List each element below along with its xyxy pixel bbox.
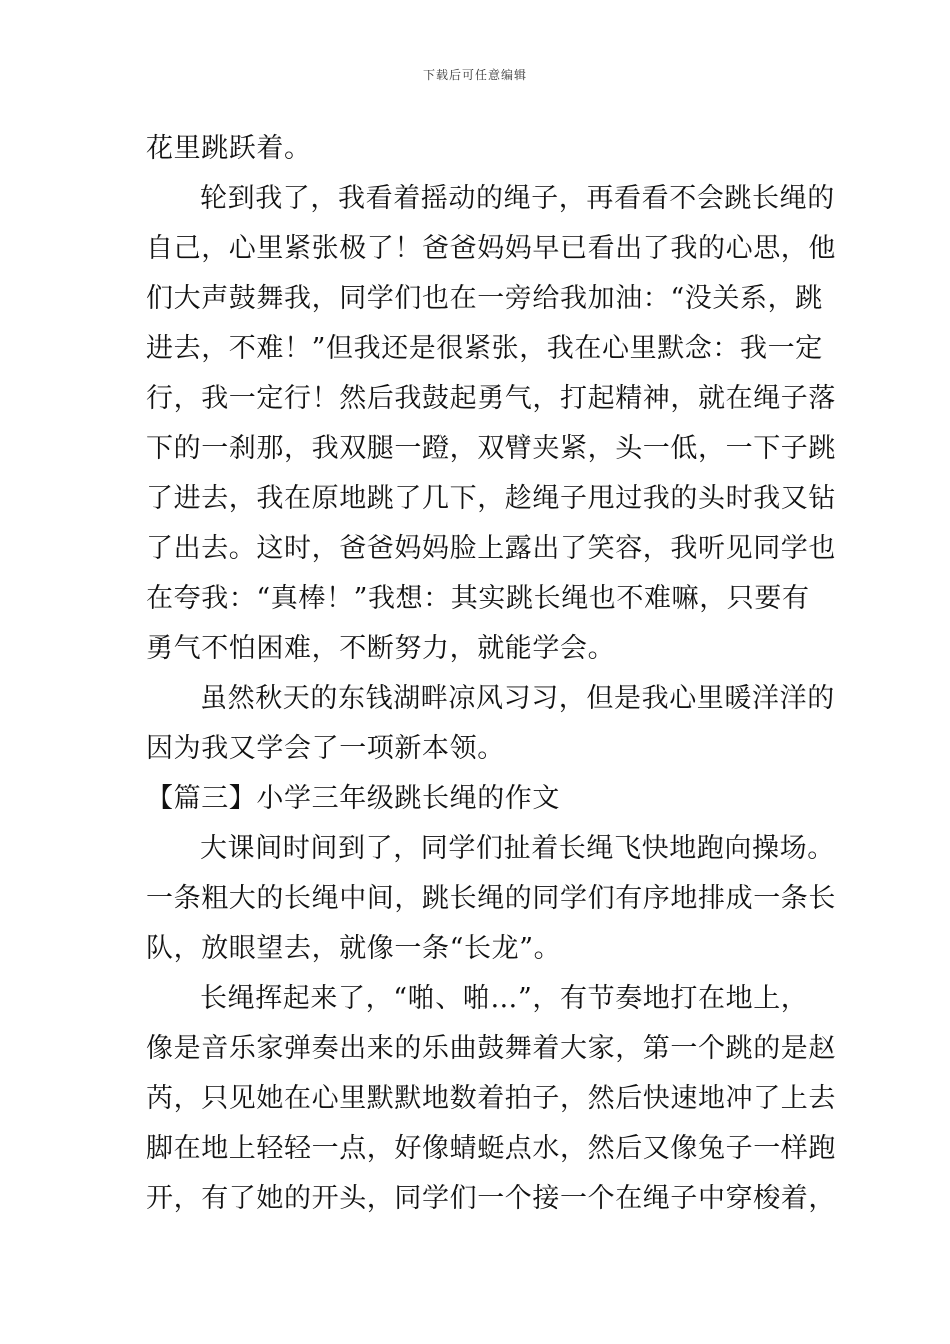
text-line: 因为我又学会了一项新本领。 bbox=[146, 733, 505, 764]
page-header: 下载后可任意编辑 bbox=[422, 68, 527, 82]
text-line: 长绳挥起来了，“啪、啪…”，有节奏地打在地上， bbox=[200, 983, 809, 1014]
text-line: 一条粗大的长绳中间，跳长绳的同学们有序地排成一条长 bbox=[146, 883, 836, 914]
text-line: 下的一刹那，我双腿一蹬，双臂夹紧，头一低，一下子跳 bbox=[146, 433, 836, 464]
text-line: 进去，不难！”但我还是很紧张，我在心里默念：我一定 bbox=[146, 333, 823, 364]
document-body bbox=[146, 124, 836, 1224]
text-line: 勇气不怕困难，不断努力，就能学会。 bbox=[146, 633, 616, 664]
text-line: 们大声鼓舞我，同学们也在一旁给我加油：“没关系，跳 bbox=[146, 283, 823, 314]
text-line: 开，有了她的开头，同学们一个接一个在绳子中穿梭着， bbox=[146, 1183, 836, 1214]
section-heading: 【篇三】小学三年级跳长绳的作文 bbox=[146, 783, 560, 814]
text-line: 行，我一定行！然后我鼓起勇气，打起精神，就在绳子落 bbox=[146, 383, 836, 414]
text-line: 虽然秋天的东钱湖畔凉风习习，但是我心里暖洋洋的 bbox=[200, 683, 835, 714]
text-line: 像是音乐家弹奏出来的乐曲鼓舞着大家，第一个跳的是赵 bbox=[146, 1033, 836, 1064]
text-line: 了出去。这时，爸爸妈妈脸上露出了笑容，我听见同学也 bbox=[146, 533, 836, 564]
text-line: 芮，只见她在心里默默地数着拍子，然后快速地冲了上去 bbox=[146, 1083, 836, 1114]
text-line: 轮到我了，我看着摇动的绳子，再看看不会跳长绳的 bbox=[200, 183, 835, 214]
text-line: 大课间时间到了，同学们扯着长绳飞快地跑向操场。 bbox=[200, 833, 835, 864]
text-line: 了进去，我在原地跳了几下，趁绳子甩过我的头时我又钻 bbox=[146, 483, 836, 514]
text-line: 队，放眼望去，就像一条“长龙”。 bbox=[146, 933, 562, 964]
text-line: 自己，心里紧张极了！爸爸妈妈早已看出了我的心思，他 bbox=[146, 233, 836, 264]
text-line: 脚在地上轻轻一点，好像蜻蜓点水，然后又像兔子一样跑 bbox=[146, 1133, 836, 1164]
text-line: 在夸我：“真棒！”我想：其实跳长绳也不难嘛，只要有 bbox=[146, 583, 810, 614]
text-line: 花里跳跃着。 bbox=[146, 133, 312, 164]
